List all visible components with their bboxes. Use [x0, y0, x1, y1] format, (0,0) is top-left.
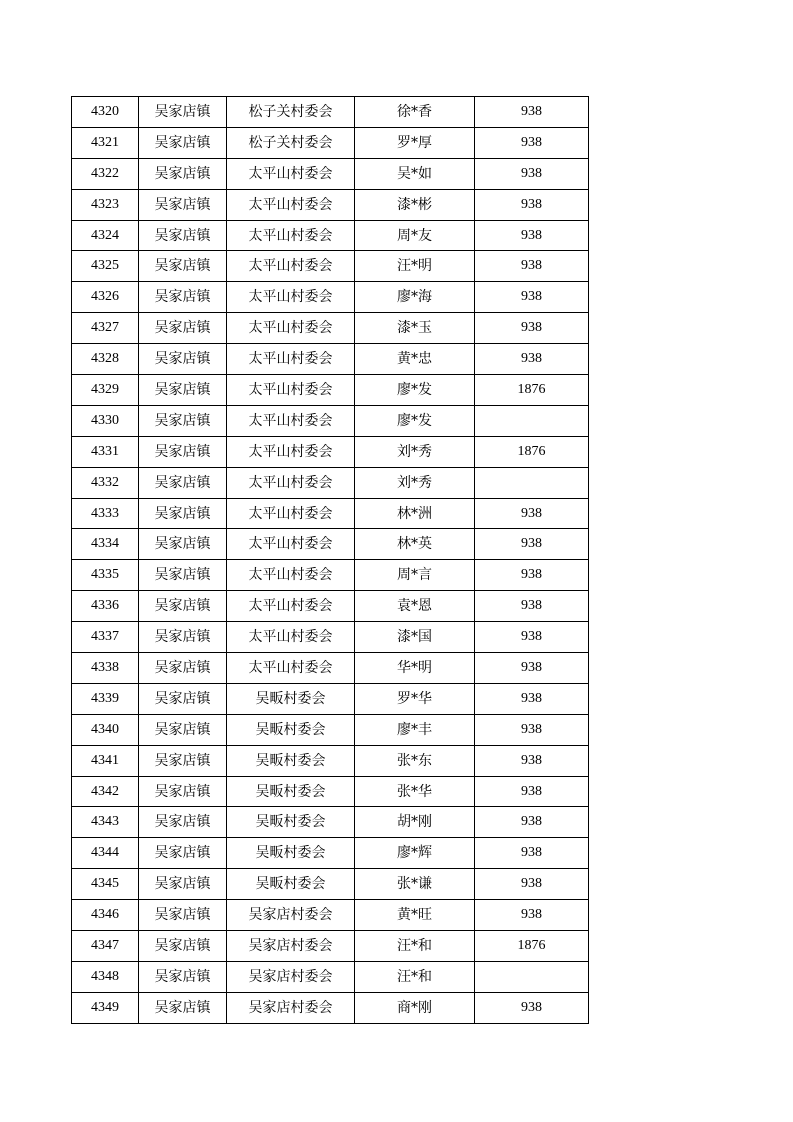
cell-town: 吴家店镇 — [139, 405, 227, 436]
cell-serial-number: 4343 — [72, 807, 139, 838]
cell-town: 吴家店镇 — [139, 344, 227, 375]
cell-village-committee: 吴畈村委会 — [227, 776, 355, 807]
cell-village-committee: 松子关村委会 — [227, 127, 355, 158]
cell-person-name: 商*刚 — [355, 992, 475, 1023]
cell-person-name: 廖*辉 — [355, 838, 475, 869]
table-row — [72, 529, 589, 560]
cell-serial-number: 4328 — [72, 344, 139, 375]
cell-serial-number: 4334 — [72, 529, 139, 560]
cell-person-name: 罗*厚 — [355, 127, 475, 158]
cell-town: 吴家店镇 — [139, 313, 227, 344]
cell-village-committee: 吴家店村委会 — [227, 900, 355, 931]
cell-person-name: 张*华 — [355, 776, 475, 807]
cell-town: 吴家店镇 — [139, 591, 227, 622]
cell-person-name: 漆*国 — [355, 622, 475, 653]
cell-serial-number: 4345 — [72, 869, 139, 900]
table-row — [72, 622, 589, 653]
table-row — [72, 961, 589, 992]
cell-person-name: 廖*海 — [355, 282, 475, 313]
cell-town: 吴家店镇 — [139, 375, 227, 406]
cell-serial-number: 4344 — [72, 838, 139, 869]
cell-amount: 938 — [475, 189, 589, 220]
cell-town: 吴家店镇 — [139, 683, 227, 714]
cell-amount: 938 — [475, 900, 589, 931]
cell-serial-number: 4342 — [72, 776, 139, 807]
cell-village-committee: 太平山村委会 — [227, 436, 355, 467]
cell-amount — [475, 467, 589, 498]
cell-village-committee: 太平山村委会 — [227, 622, 355, 653]
cell-person-name: 罗*华 — [355, 683, 475, 714]
cell-person-name: 周*友 — [355, 220, 475, 251]
table-row — [72, 745, 589, 776]
cell-serial-number: 4346 — [72, 900, 139, 931]
cell-town: 吴家店镇 — [139, 869, 227, 900]
cell-amount: 938 — [475, 653, 589, 684]
cell-amount: 938 — [475, 869, 589, 900]
roster-table — [71, 96, 589, 1024]
cell-town: 吴家店镇 — [139, 838, 227, 869]
cell-person-name: 汪*明 — [355, 251, 475, 282]
cell-village-committee: 太平山村委会 — [227, 158, 355, 189]
table-row — [72, 992, 589, 1023]
cell-serial-number: 4320 — [72, 97, 139, 128]
table-row — [72, 251, 589, 282]
cell-amount: 938 — [475, 683, 589, 714]
cell-village-committee: 太平山村委会 — [227, 529, 355, 560]
cell-town: 吴家店镇 — [139, 714, 227, 745]
cell-village-committee: 吴畈村委会 — [227, 838, 355, 869]
cell-town: 吴家店镇 — [139, 158, 227, 189]
cell-serial-number: 4322 — [72, 158, 139, 189]
cell-town: 吴家店镇 — [139, 900, 227, 931]
cell-village-committee: 太平山村委会 — [227, 344, 355, 375]
table-row — [72, 714, 589, 745]
cell-amount: 938 — [475, 992, 589, 1023]
cell-amount: 938 — [475, 127, 589, 158]
cell-village-committee: 吴家店村委会 — [227, 961, 355, 992]
cell-amount — [475, 405, 589, 436]
cell-person-name: 林*洲 — [355, 498, 475, 529]
table-row — [72, 931, 589, 962]
cell-amount: 938 — [475, 714, 589, 745]
cell-village-committee: 太平山村委会 — [227, 251, 355, 282]
table-row — [72, 313, 589, 344]
table-row — [72, 344, 589, 375]
cell-serial-number: 4340 — [72, 714, 139, 745]
cell-town: 吴家店镇 — [139, 127, 227, 158]
cell-serial-number: 4331 — [72, 436, 139, 467]
cell-village-committee: 吴畈村委会 — [227, 683, 355, 714]
cell-person-name: 廖*发 — [355, 405, 475, 436]
cell-amount: 938 — [475, 498, 589, 529]
cell-amount: 1876 — [475, 931, 589, 962]
cell-town: 吴家店镇 — [139, 961, 227, 992]
cell-amount: 938 — [475, 560, 589, 591]
cell-village-committee: 吴畈村委会 — [227, 869, 355, 900]
cell-serial-number: 4349 — [72, 992, 139, 1023]
cell-amount: 938 — [475, 344, 589, 375]
cell-village-committee: 太平山村委会 — [227, 653, 355, 684]
table-row — [72, 97, 589, 128]
cell-person-name: 黄*忠 — [355, 344, 475, 375]
cell-village-committee: 吴家店村委会 — [227, 931, 355, 962]
cell-town: 吴家店镇 — [139, 622, 227, 653]
cell-town: 吴家店镇 — [139, 745, 227, 776]
cell-person-name: 张*谦 — [355, 869, 475, 900]
cell-village-committee: 太平山村委会 — [227, 498, 355, 529]
cell-town: 吴家店镇 — [139, 220, 227, 251]
cell-town: 吴家店镇 — [139, 97, 227, 128]
cell-town: 吴家店镇 — [139, 653, 227, 684]
cell-town: 吴家店镇 — [139, 807, 227, 838]
cell-village-committee: 太平山村委会 — [227, 467, 355, 498]
cell-serial-number: 4323 — [72, 189, 139, 220]
cell-village-committee: 太平山村委会 — [227, 375, 355, 406]
cell-amount: 938 — [475, 745, 589, 776]
cell-person-name: 林*英 — [355, 529, 475, 560]
cell-person-name: 漆*玉 — [355, 313, 475, 344]
table-row — [72, 683, 589, 714]
cell-serial-number: 4336 — [72, 591, 139, 622]
cell-town: 吴家店镇 — [139, 992, 227, 1023]
cell-town: 吴家店镇 — [139, 498, 227, 529]
cell-village-committee: 太平山村委会 — [227, 220, 355, 251]
table-row — [72, 653, 589, 684]
table-row — [72, 869, 589, 900]
cell-person-name: 汪*和 — [355, 961, 475, 992]
cell-amount: 938 — [475, 807, 589, 838]
table-row — [72, 467, 589, 498]
cell-person-name: 漆*彬 — [355, 189, 475, 220]
cell-person-name: 廖*发 — [355, 375, 475, 406]
table-row — [72, 127, 589, 158]
cell-serial-number: 4324 — [72, 220, 139, 251]
cell-town: 吴家店镇 — [139, 776, 227, 807]
cell-town: 吴家店镇 — [139, 467, 227, 498]
cell-person-name: 胡*刚 — [355, 807, 475, 838]
cell-village-committee: 太平山村委会 — [227, 282, 355, 313]
table-row — [72, 158, 589, 189]
cell-town: 吴家店镇 — [139, 189, 227, 220]
cell-amount — [475, 961, 589, 992]
table-row — [72, 560, 589, 591]
cell-amount: 938 — [475, 282, 589, 313]
table-row — [72, 220, 589, 251]
cell-amount: 1876 — [475, 375, 589, 406]
cell-serial-number: 4330 — [72, 405, 139, 436]
cell-person-name: 汪*和 — [355, 931, 475, 962]
cell-town: 吴家店镇 — [139, 560, 227, 591]
cell-serial-number: 4337 — [72, 622, 139, 653]
cell-person-name: 袁*恩 — [355, 591, 475, 622]
cell-village-committee: 吴畈村委会 — [227, 745, 355, 776]
cell-person-name: 张*东 — [355, 745, 475, 776]
cell-person-name: 徐*香 — [355, 97, 475, 128]
cell-village-committee: 太平山村委会 — [227, 405, 355, 436]
cell-town: 吴家店镇 — [139, 251, 227, 282]
cell-village-committee: 太平山村委会 — [227, 560, 355, 591]
cell-village-committee: 太平山村委会 — [227, 591, 355, 622]
cell-amount: 938 — [475, 838, 589, 869]
cell-person-name: 廖*丰 — [355, 714, 475, 745]
table-row — [72, 900, 589, 931]
table-row — [72, 498, 589, 529]
cell-town: 吴家店镇 — [139, 282, 227, 313]
cell-amount: 938 — [475, 776, 589, 807]
cell-serial-number: 4333 — [72, 498, 139, 529]
roster-table-body — [72, 97, 589, 1024]
cell-serial-number: 4326 — [72, 282, 139, 313]
cell-amount: 938 — [475, 529, 589, 560]
cell-amount: 938 — [475, 251, 589, 282]
cell-serial-number: 4335 — [72, 560, 139, 591]
cell-amount: 938 — [475, 158, 589, 189]
table-row — [72, 838, 589, 869]
cell-amount: 938 — [475, 97, 589, 128]
cell-person-name: 刘*秀 — [355, 436, 475, 467]
cell-serial-number: 4347 — [72, 931, 139, 962]
cell-amount: 938 — [475, 591, 589, 622]
cell-amount: 1876 — [475, 436, 589, 467]
table-row — [72, 807, 589, 838]
table-row — [72, 282, 589, 313]
cell-amount: 938 — [475, 220, 589, 251]
table-row — [72, 375, 589, 406]
table-row — [72, 436, 589, 467]
cell-serial-number: 4321 — [72, 127, 139, 158]
cell-town: 吴家店镇 — [139, 931, 227, 962]
table-row — [72, 591, 589, 622]
table-row — [72, 776, 589, 807]
cell-village-committee: 吴家店村委会 — [227, 992, 355, 1023]
cell-serial-number: 4341 — [72, 745, 139, 776]
cell-village-committee: 吴畈村委会 — [227, 807, 355, 838]
cell-serial-number: 4332 — [72, 467, 139, 498]
table-row — [72, 405, 589, 436]
cell-person-name: 黄*旺 — [355, 900, 475, 931]
cell-serial-number: 4327 — [72, 313, 139, 344]
cell-person-name: 周*言 — [355, 560, 475, 591]
cell-person-name: 吴*如 — [355, 158, 475, 189]
cell-village-committee: 松子关村委会 — [227, 97, 355, 128]
cell-amount: 938 — [475, 313, 589, 344]
cell-town: 吴家店镇 — [139, 529, 227, 560]
cell-serial-number: 4325 — [72, 251, 139, 282]
table-row — [72, 189, 589, 220]
cell-person-name: 刘*秀 — [355, 467, 475, 498]
cell-village-committee: 吴畈村委会 — [227, 714, 355, 745]
cell-serial-number: 4339 — [72, 683, 139, 714]
cell-serial-number: 4348 — [72, 961, 139, 992]
cell-village-committee: 太平山村委会 — [227, 189, 355, 220]
cell-serial-number: 4338 — [72, 653, 139, 684]
cell-person-name: 华*明 — [355, 653, 475, 684]
cell-amount: 938 — [475, 622, 589, 653]
cell-town: 吴家店镇 — [139, 436, 227, 467]
cell-serial-number: 4329 — [72, 375, 139, 406]
cell-village-committee: 太平山村委会 — [227, 313, 355, 344]
